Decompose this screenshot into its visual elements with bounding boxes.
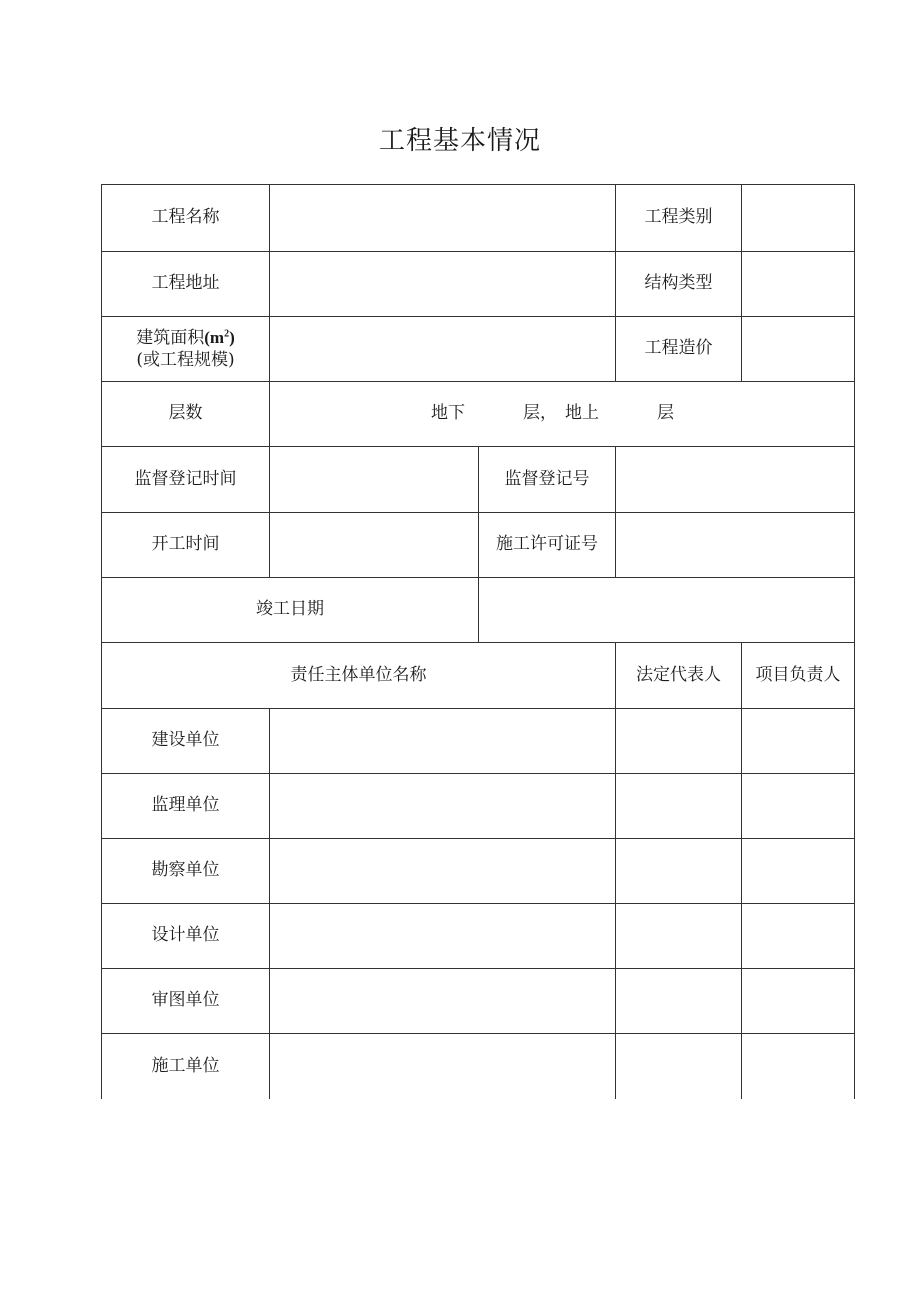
party-legal-rep-field[interactable] xyxy=(616,1034,742,1099)
structure-type-label: 结构类型 xyxy=(616,252,742,317)
row-parties-header xyxy=(102,643,855,709)
party-legal-rep-field[interactable] xyxy=(616,839,742,904)
party-project-lead-field[interactable] xyxy=(742,904,855,969)
party-legal-rep-field[interactable] xyxy=(616,969,742,1034)
project-address-field[interactable] xyxy=(270,252,616,317)
floors-label: 层数 xyxy=(102,382,270,447)
party-name-field[interactable] xyxy=(270,774,616,839)
completion-date-field[interactable] xyxy=(479,578,855,643)
party-label: 勘察单位 xyxy=(102,839,270,904)
party-name-field[interactable] xyxy=(270,1034,616,1099)
project-cost-label: 工程造价 xyxy=(616,317,742,382)
party-label: 施工单位 xyxy=(102,1034,270,1099)
floors-unit-1: 层， xyxy=(523,403,557,424)
project-category-label: 工程类别 xyxy=(616,185,742,252)
row-project-name xyxy=(102,185,855,252)
supervision-reg-no-label: 监督登记号 xyxy=(479,447,616,513)
supervision-reg-time-label: 监督登记时间 xyxy=(102,447,270,513)
party-project-lead-field[interactable] xyxy=(742,774,855,839)
building-area-unit-open: (m xyxy=(204,328,225,348)
party-row-supervisor xyxy=(102,774,855,839)
party-legal-rep-field[interactable] xyxy=(616,709,742,774)
party-label: 建设单位 xyxy=(102,709,270,774)
parties-header-project-lead: 项目负责人 xyxy=(742,643,855,709)
building-area-unit-sup: 2 xyxy=(224,328,230,340)
building-area-text: 建筑面积 xyxy=(136,328,205,349)
party-row-survey xyxy=(102,839,855,904)
party-project-lead-field[interactable] xyxy=(742,709,855,774)
party-label: 审图单位 xyxy=(102,969,270,1034)
party-legal-rep-field[interactable] xyxy=(616,774,742,839)
party-name-field[interactable] xyxy=(270,709,616,774)
party-row-contractor xyxy=(102,1034,855,1099)
building-area-unit xyxy=(204,328,235,347)
party-name-field[interactable] xyxy=(270,839,616,904)
project-category-field[interactable] xyxy=(742,185,855,252)
party-label: 监理单位 xyxy=(102,774,270,839)
building-area-unit-close: ) xyxy=(229,328,235,348)
building-area-label-cell xyxy=(102,317,270,382)
completion-date-label: 竣工日期 xyxy=(102,578,479,643)
row-completion xyxy=(102,578,855,643)
floors-below-label: 地下 xyxy=(431,403,465,424)
party-name-field[interactable] xyxy=(270,904,616,969)
building-area-field[interactable] xyxy=(270,317,616,382)
floors-unit-2: 层 xyxy=(657,403,674,424)
party-project-lead-field[interactable] xyxy=(742,839,855,904)
project-name-label: 工程名称 xyxy=(102,185,270,252)
page-title: 工程基本情况 xyxy=(378,126,541,156)
project-name-field[interactable] xyxy=(270,185,616,252)
party-project-lead-field[interactable] xyxy=(742,969,855,1034)
party-project-lead-field[interactable] xyxy=(742,1034,855,1099)
structure-type-field[interactable] xyxy=(742,252,855,317)
parties-header-name: 责任主体单位名称 xyxy=(102,643,616,709)
row-floors xyxy=(102,382,855,447)
party-name-field[interactable] xyxy=(270,969,616,1034)
party-legal-rep-field[interactable] xyxy=(616,904,742,969)
start-time-label: 开工时间 xyxy=(102,513,270,578)
party-row-design xyxy=(102,904,855,969)
floors-field[interactable] xyxy=(270,382,855,447)
row-building-area xyxy=(102,317,855,382)
party-row-review xyxy=(102,969,855,1034)
construction-permit-field[interactable] xyxy=(616,513,855,578)
supervision-reg-time-field[interactable] xyxy=(270,447,479,513)
supervision-reg-no-field[interactable] xyxy=(616,447,855,513)
party-label: 设计单位 xyxy=(102,904,270,969)
parties-header-legal-rep: 法定代表人 xyxy=(616,643,742,709)
row-project-address xyxy=(102,252,855,317)
floors-above-label: 地上 xyxy=(565,403,599,424)
start-time-field[interactable] xyxy=(270,513,479,578)
project-cost-field[interactable] xyxy=(742,317,855,382)
row-start-time xyxy=(102,513,855,578)
party-row-construction-owner xyxy=(102,709,855,774)
row-supervision xyxy=(102,447,855,513)
project-info-table xyxy=(101,184,855,1099)
project-address-label: 工程地址 xyxy=(102,252,270,317)
construction-permit-label: 施工许可证号 xyxy=(479,513,616,578)
building-area-label xyxy=(102,327,269,349)
building-area-sub: (或工程规模) xyxy=(136,349,235,370)
